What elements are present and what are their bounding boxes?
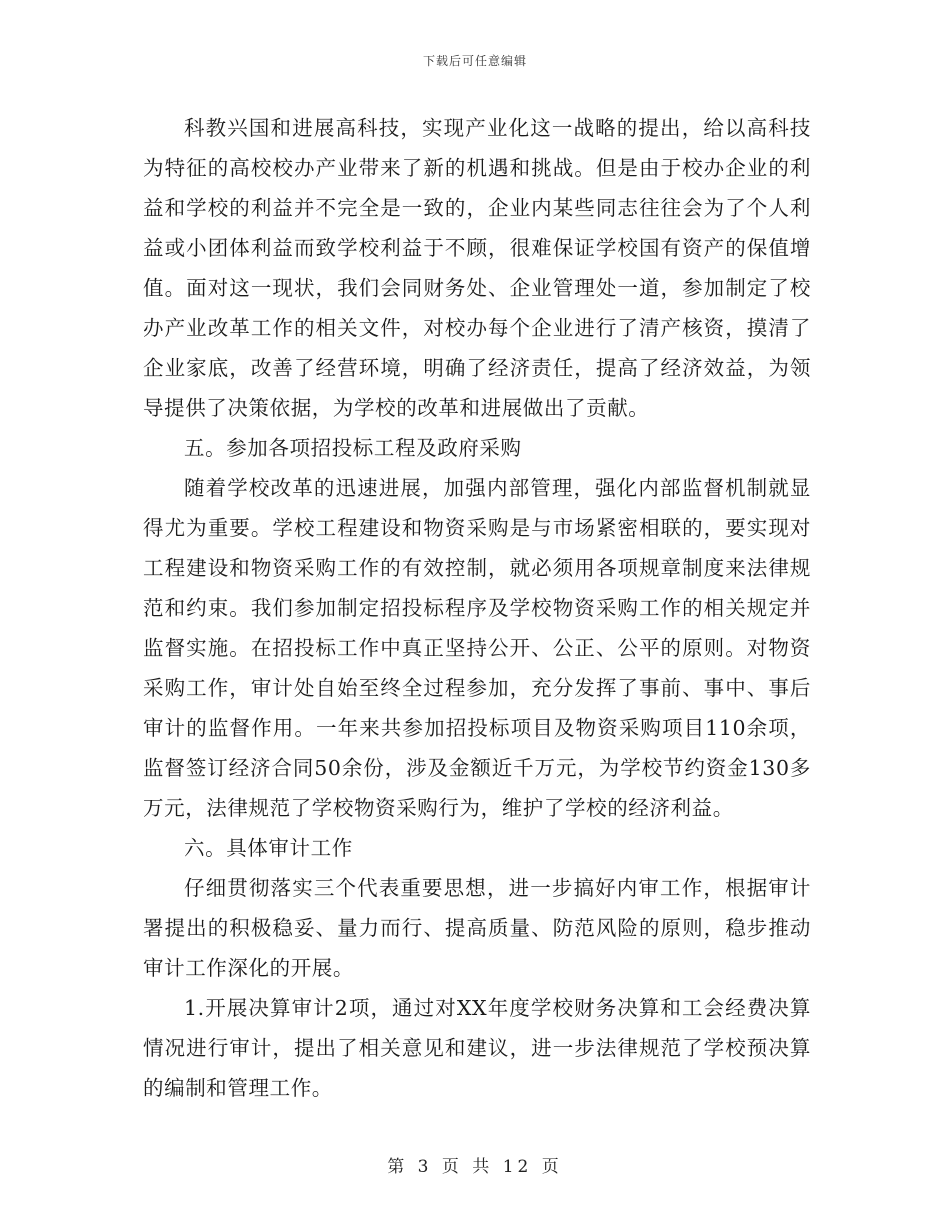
paragraph-audit-principles: 仔细贯彻落实三个代表重要思想，进一步搞好内审工作，根据审计署提出的积极稳妥、量力而行、提高质量、防范风险的原则，稳步推动审计工作深化的开展。 [143,876,811,980]
document-body [143,108,811,1108]
paragraph-final-accounts-audit: 1.开展决算审计2项，通过对XX年度学校财务决算和工会经费决算情况进行审计，提出了相关意见和建议，进一步法律规范了学校预决算的编制和管理工作。 [143,996,811,1100]
page-header: 下载后可任意编辑 [422,54,527,68]
section-heading-audit-work: 六。具体审计工作 [184,836,353,860]
page-number: 第 3 页 共 12 页 [387,1157,563,1177]
paragraph-industry-reform: 科教兴国和进展高科技，实现产业化这一战略的提出，给以高科技为特征的高校校办产业带来了新的机遇和挑战。但是由于校办企业的利益和学校的利益并不完全是一致的，企业内某些同志往往会为了个人利益或小团体利益而致学校利益于不顾，很难保证学校国有资产的保值增值。面对这一现状，我们会同财务处、企业管理处一道，参加制定了校办产业改革工作的相关文件，对校办每个企业进行了清产核资，摸清了企业家底，改善了经营环境，明确了经济责任，提高了经济效益，为领导提供了决策依据，为学校的改革和进展做出了贡献。 [143,116,811,420]
section-heading-bidding: 五。参加各项招投标工程及政府采购 [184,436,522,460]
paragraph-bidding-procurement: 随着学校改革的迅速进展，加强内部管理，强化内部监督机制就显得尤为重要。学校工程建设和物资采购是与市场紧密相联的，要实现对工程建设和物资采购工作的有效控制，就必须用各项规章制度来法律规范和约束。我们参加制定招投标程序及学校物资采购工作的相关规定并监督实施。在招投标工作中真正坚持公开、公正、公平的原则。对物资采购工作，审计处自始至终全过程参加，充分发挥了事前、事中、事后审计的监督作用。一年来共参加招投标项目及物资采购项目110余项，监督签订经济合同50余份，涉及金额近千万元，为学校节约资金130多万元，法律规范了学校物资采购行为，维护了学校的经济利益。 [143,476,811,820]
